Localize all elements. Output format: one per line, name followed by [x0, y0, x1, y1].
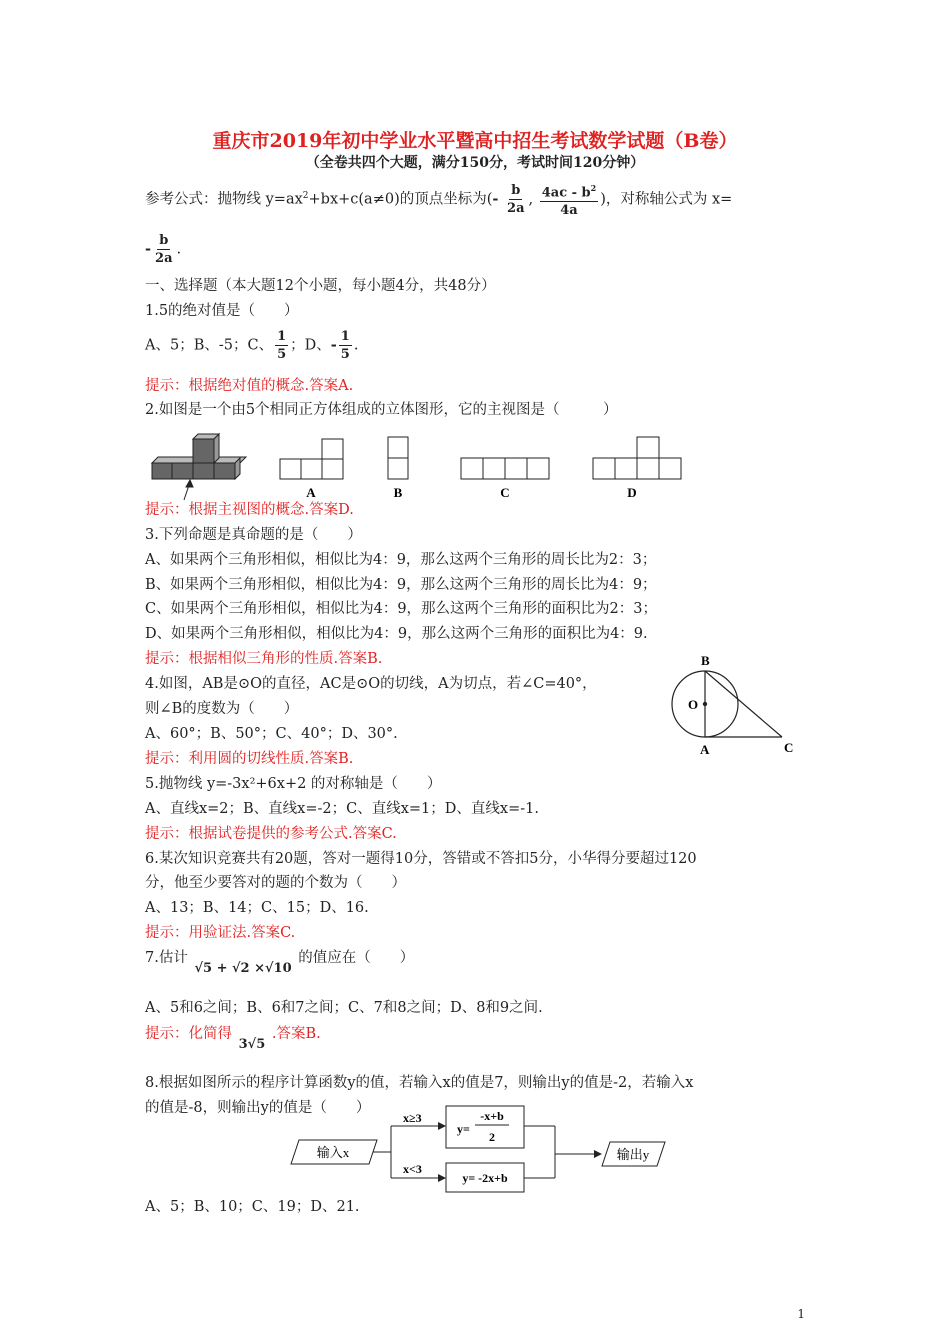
q7-expression: √5 + √2 ×√10 [194, 961, 292, 976]
q6-stem-line2: 分，他至少要答对的题的个数为（ ） [145, 875, 406, 891]
q7-hint: 提示：化简得 3√5 .答案B. [145, 1026, 321, 1052]
reference-formula: 参考公式：抛物线 $y=ax^2+bx+c(a\ne 0)$的顶点坐标为(- $\frac{b}{2a}$ , $\frac{4ac - b^2}{4a}$ )，对称轴公式为 x= [145, 180, 732, 219]
condition-lt-label: x<3 [403, 1162, 422, 1176]
option-c-view [461, 458, 549, 479]
section-heading: 一、选择题（本大题12个小题，每小题4分，共48分） [145, 278, 496, 294]
box1-prefix: y= [457, 1122, 470, 1136]
option-d-view [593, 437, 681, 479]
vertex-y-fraction: $\frac{4ac - b^2}{4a}$ [540, 180, 599, 219]
point-b-label: B [701, 653, 710, 668]
q3-option-b: B、如果两个三角形相似，相似比为4：9，那么这两个三角形的周长比为4：9； [145, 577, 657, 593]
q3-option-d: D、如果两个三角形相似，相似比为4：9，那么这两个三角形的面积比为4：9. [145, 626, 648, 642]
q8-flowchart [285, 1100, 675, 1200]
q4-stem-line2: 则∠B的度数为（ ） [145, 701, 299, 717]
point-o-label: O [688, 697, 699, 712]
input-label: 输入x [316, 1145, 350, 1160]
output-label: 输出y [616, 1147, 650, 1162]
q1-options: A、5；B、-5；C、 $\frac{1}{5}$ ；D、- $\frac{1}{5}$ . [145, 329, 359, 362]
q1-stem: 1.5的绝对值是（ ） [145, 303, 299, 319]
page-number: 1 [797, 1307, 805, 1321]
q2-stem: 2.如图是一个由5个相同正方体组成的立体图形，它的主视图是（ ） [145, 402, 618, 418]
option-b-view [388, 437, 408, 479]
box2-formula: y= -2x+b [462, 1171, 508, 1185]
q4-stem-line1: 4.如图，AB是⊙O的直径，AC是⊙O的切线，A为切点，若∠C=40°， [145, 676, 597, 692]
q6-stem-line1: 6.某次知识竞赛共有20题，答对一题得10分，答错或不答扣5分，小华得分要超过120 [145, 851, 697, 867]
q6-hint: 提示：用验证法.答案C. [145, 925, 296, 941]
q3-stem: 3.下列命题是真命题的是（ ） [145, 527, 362, 543]
q3-option-a: A、如果两个三角形相似，相似比为4：9，那么这两个三角形的周长比为2：3； [145, 552, 657, 568]
q6-options: A、13；B、14；C、15；D、16. [145, 900, 369, 916]
option-c-label: C [500, 485, 510, 500]
q3-hint: 提示：根据相似三角形的性质.答案B. [145, 651, 383, 667]
page-subtitle: （全卷共四个大题，满分150分，考试时间120分钟） [305, 155, 645, 171]
cube-solid-figure [152, 434, 246, 500]
q8-stem-line1: 8.根据如图所示的程序计算函数y的值，若输入x的值是7，则输出y的值是-2，若输入x [145, 1075, 694, 1091]
q2-hint: 提示：根据主视图的概念.答案D. [145, 502, 354, 518]
q5-stem: 5.抛物线 y=-3x²+6x+2 的对称轴是（ ） [145, 776, 442, 792]
box1-denominator: 2 [489, 1130, 495, 1144]
q4-circle-figure [660, 650, 810, 760]
option-a-view [280, 439, 343, 479]
page-title: 重庆市2019年初中学业水平暨高中招生考试数学试题（B卷） [212, 130, 738, 152]
condition-ge-label: x≥3 [403, 1111, 422, 1125]
q1-hint: 提示：根据绝对值的概念.答案A. [145, 378, 354, 394]
option-a-label: A [306, 485, 316, 500]
q7-stem: 7.估计 √5 + √2 ×√10 的值应在（ ） [145, 950, 415, 976]
option-b-label: B [393, 485, 403, 500]
q8-stem-line2: 的值是-8，则输出y的值是（ ） [145, 1100, 371, 1116]
q5-options: A、直线x=2；B、直线x=-2；C、直线x=1；D、直线x=-1. [145, 801, 539, 817]
q5-hint: 提示：根据试卷提供的参考公式.答案C. [145, 826, 397, 842]
q3-option-c: C、如果两个三角形相似，相似比为4：9，那么这两个三角形的面积比为2：3； [145, 601, 657, 617]
vertex-x-fraction: $\frac{b}{2a}$ [507, 183, 525, 217]
q7-options: A、5和6之间；B、6和7之间；C、7和8之间；D、8和9之间. [145, 1000, 543, 1016]
q8-options: A、5；B、10；C、19；D、21. [145, 1199, 360, 1215]
option-d-label: D [627, 485, 637, 500]
box1-numerator: -x+b [480, 1109, 504, 1123]
q4-hint: 提示：利用圆的切线性质.答案B. [145, 751, 354, 767]
q2-figures [140, 425, 700, 505]
q4-options: A、60°；B、50°；C、40°；D、30°. [145, 726, 398, 742]
point-c-label: C [784, 740, 794, 755]
q7-hint-expression: 3√5 [238, 1037, 266, 1052]
axis-formula: - $\frac{b}{2a}$ . [145, 233, 182, 266]
point-a-label: A [700, 742, 710, 757]
